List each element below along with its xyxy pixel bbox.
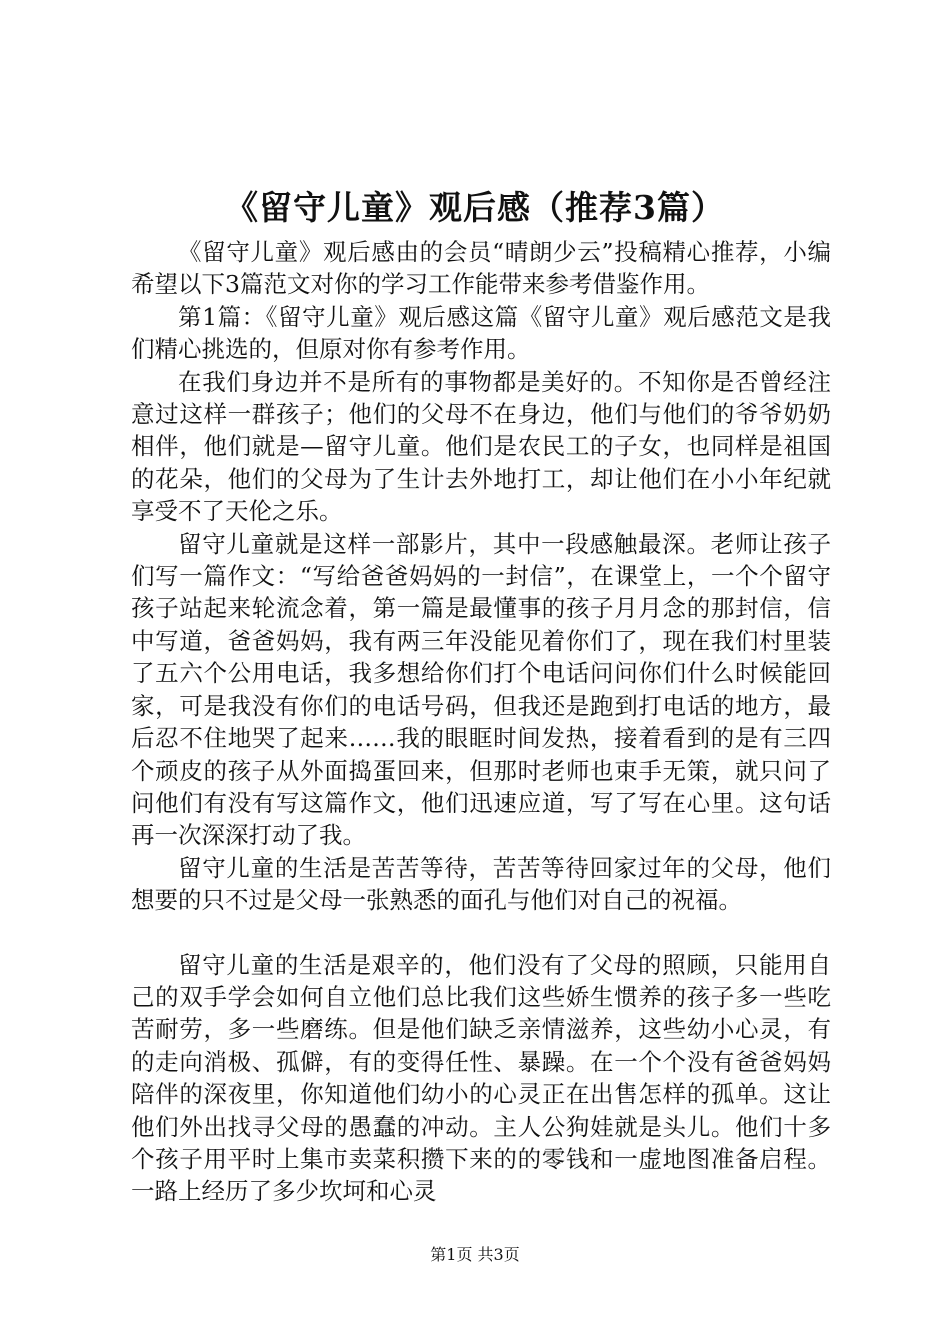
document-title: 《留守儿童》观后感（推荐3篇） <box>225 188 725 227</box>
document-body <box>131 236 831 1208</box>
paragraph-article-1-heading: 第1篇：《留守儿童》观后感这篇《留守儿童》观后感范文是我们精心挑选的，但原对你有参考作用。 <box>131 302 831 364</box>
paragraph: 在我们身边并不是所有的事物都是美好的。不知你是否曾经注意过这样一群孩子；他们的父母不在身边，他们与他们的爷爷奶奶相伴，他们就是—留守儿童。他们是农民工的子女，也同样是祖国的花朵，他们的父母为了生计去外地打工，却让他们在小小年纪就享受不了天伦之乐。 <box>131 367 831 526</box>
paragraph-intro: 《留守儿童》观后感由的会员“晴朗少云”投稿精心推荐，小编希望以下3篇范文对你的学习工作能带来参考借鉴作用。 <box>131 238 831 299</box>
paragraph: 留守儿童的生活是苦苦等待，苦苦等待回家过年的父母，他们想要的只不过是父母一张熟悉的面孔与他们对自己的祝福。 <box>131 853 831 915</box>
paragraph: 留守儿童的生活是艰辛的，他们没有了父母的照顾，只能用自己的双手学会如何自立他们总比我们这些娇生惯养的孩子多一些吃苦耐劳，多一些磨练。但是他们缺乏亲情滋养，这些幼小心灵，有的走向消极、孤僻，有的变得任性、暴躁。在一个个没有爸爸妈妈陪伴的深夜里，你知道他们幼小的心灵正在出售怎样的孤单。这让他们外出找寻父母的愚蠢的冲动。主人公狗娃就是头儿。他们十多个孩子用平时上集市卖菜积攒下来的的零钱和一虚地图准备启程。一路上经历了多少坎坷和心灵 <box>131 950 831 1206</box>
page-footer: 第1页 共3页 <box>430 1245 520 1264</box>
paragraph: 留守儿童就是这样一部影片，其中一段感触最深。老师让孩子们写一篇作文：“写给爸爸妈妈的一封信”，在课堂上，一个个留守孩子站起来轮流念着，第一篇是最懂事的孩子月月念的那封信，信中写道，爸爸妈妈，我有两三年没能见着你们了，现在我们村里装了五六个公用电话，我多想给你们打个电话问问你们什么时候能回家，可是我没有你们的电话号码，但我还是跑到打电话的地方，最后忍不住地哭了起来……我的眼眶时间发热，接着看到的是有三四个顽皮的孩子从外面捣蛋回来，但那时老师也束手无策，就只问了问他们有没有写这篇作文，他们迅速应道，写了写在心里。这句话再一次深深打动了我。 <box>131 529 831 850</box>
